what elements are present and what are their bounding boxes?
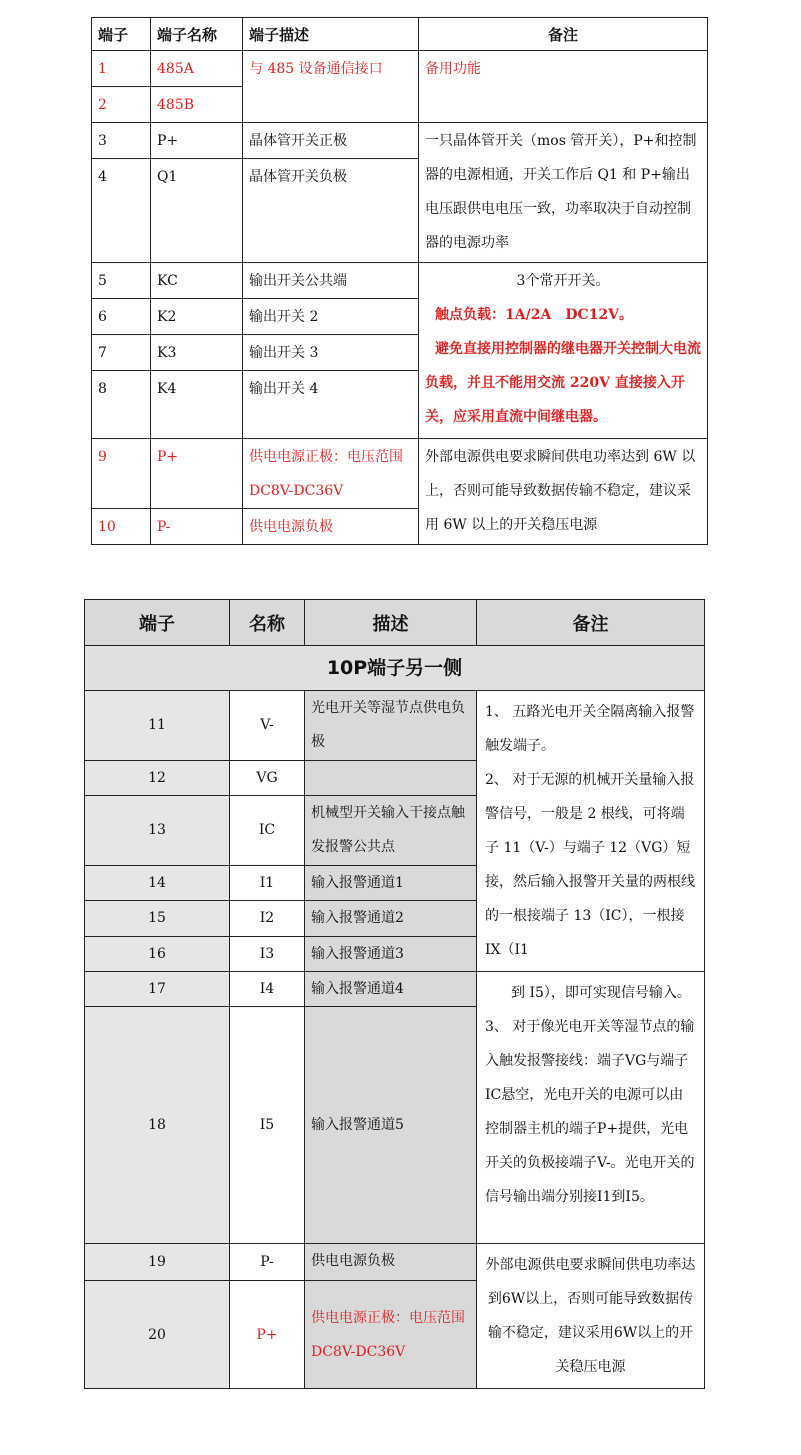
relay-note-line1: 3个常开开关。 — [516, 273, 610, 289]
terminal-name: Q1 — [151, 159, 243, 263]
section-title: 10P端子另一侧 — [85, 646, 705, 691]
terminal-desc: 输出开关 3 — [243, 335, 419, 371]
terminal-name: I5 — [230, 1007, 305, 1244]
terminal-no: 3 — [92, 123, 151, 159]
terminal-desc: 与 485 设备通信接口 — [243, 51, 419, 123]
note-item-2-cont: 到 I5），即可实现信号输入。 — [511, 985, 691, 1001]
terminal-no: 15 — [85, 901, 230, 936]
terminal-no: 5 — [92, 263, 151, 299]
terminal-desc: 供电电源正极：电压范围 DC8V-DC36V — [243, 439, 419, 509]
terminal-name: I3 — [230, 936, 305, 971]
terminal-name: VG — [230, 760, 305, 795]
terminal-name: 485A — [151, 51, 243, 87]
terminal-no: 10 — [92, 509, 151, 545]
terminal-name: P- — [151, 509, 243, 545]
terminal-desc: 供电电源负极 — [305, 1244, 477, 1281]
header-note: 备注 — [419, 18, 708, 51]
terminal-no: 4 — [92, 159, 151, 263]
terminal-desc: 光电开关等湿节点供电负极 — [305, 691, 477, 761]
terminal-desc: 输入报警通道2 — [305, 901, 477, 936]
terminal-no: 16 — [85, 936, 230, 971]
note-item-1: 1、 五路光电开关全隔离输入报警触发端子。 — [485, 704, 695, 754]
table-header-row — [92, 18, 708, 51]
terminal-name: IC — [230, 796, 305, 866]
power-note: 外部电源供电要求瞬间供电功率达到 6W 以上，否则可能导致数据传输不稳定，建议采用 6W 以上的开关稳压电源 — [419, 439, 708, 545]
table-row — [85, 691, 705, 761]
table-header-row — [85, 600, 705, 646]
relay-note — [419, 263, 708, 439]
table-row — [92, 123, 708, 159]
terminal-desc: 输入报警通道4 — [305, 972, 477, 1007]
terminal-name: I2 — [230, 901, 305, 936]
terminal-desc: 输出开关公共端 — [243, 263, 419, 299]
terminal-no: 13 — [85, 796, 230, 866]
terminal-no: 17 — [85, 972, 230, 1007]
terminal-name: I1 — [230, 865, 305, 900]
terminal-name: KC — [151, 263, 243, 299]
terminal-no: 14 — [85, 865, 230, 900]
table-row — [92, 439, 708, 509]
power-note: 外部电源供电要求瞬间供电功率达到6W以上，否则可能导致数据传输不稳定，建议采用6W以上的开关稳压电源 — [477, 1244, 705, 1389]
terminal-desc: 输入报警通道1 — [305, 865, 477, 900]
terminal-name: I4 — [230, 972, 305, 1007]
terminal-no: 12 — [85, 760, 230, 795]
terminal-note: 一只晶体管开关（mos 管开关），P+和控制器的电源相通，开关工作后 Q1 和 P+输出电压跟供电电压一致，功率取决于自动控制器的电源功率 — [419, 123, 708, 263]
header-name: 名称 — [230, 600, 305, 646]
terminal-no: 2 — [92, 87, 151, 123]
header-terminal-desc: 端子描述 — [243, 18, 419, 51]
terminal-no: 9 — [92, 439, 151, 509]
terminal-no: 19 — [85, 1244, 230, 1281]
terminal-no: 1 — [92, 51, 151, 87]
terminal-desc: 供电电源负极 — [243, 509, 419, 545]
header-desc: 描述 — [305, 600, 477, 646]
terminal-desc: 输入报警通道3 — [305, 936, 477, 971]
terminal-no: 7 — [92, 335, 151, 371]
terminal-table-1 — [91, 17, 708, 545]
terminal-desc: 输出开关 2 — [243, 299, 419, 335]
terminal-desc — [305, 760, 477, 795]
table-row — [85, 1244, 705, 1281]
header-terminal-name: 端子名称 — [151, 18, 243, 51]
terminal-name: 485B — [151, 87, 243, 123]
note-item-2: 2、 对于无源的机械开关量输入报警信号，一般是 2 根线，可将端子 11（V-）与端子 12（VG）短接，然后输入报警开关量的两根线的一根接端子 13（IC），一根接 IX（I1 — [485, 772, 695, 958]
relay-note-line3: 避免直接用控制器的继电器开关控制大电流负载，并且不能用交流 220V 直接接入开关，应采用直流中间继电器。 — [425, 341, 701, 425]
terminal-name: P- — [230, 1244, 305, 1281]
terminal-desc: 晶体管开关负极 — [243, 159, 419, 263]
terminal-name: P+ — [151, 123, 243, 159]
terminal-desc: 机械型开关输入干接点触发报警公共点 — [305, 796, 477, 866]
input-note-b — [477, 972, 705, 1244]
section-row — [85, 646, 705, 691]
header-terminal: 端子 — [92, 18, 151, 51]
table-row — [92, 51, 708, 87]
table-row — [92, 263, 708, 299]
terminal-no: 11 — [85, 691, 230, 761]
relay-note-line2: 触点负载：1A/2A DC12V。 — [435, 307, 633, 323]
terminal-no: 6 — [92, 299, 151, 335]
terminal-name: P+ — [230, 1281, 305, 1389]
terminal-name: K4 — [151, 371, 243, 439]
table-row — [85, 972, 705, 1007]
terminal-desc: 供电电源正极：电压范围DC8V-DC36V — [305, 1281, 477, 1389]
terminal-no: 8 — [92, 371, 151, 439]
header-note: 备注 — [477, 600, 705, 646]
terminal-table-2 — [84, 599, 705, 1389]
terminal-name: K3 — [151, 335, 243, 371]
terminal-name: K2 — [151, 299, 243, 335]
note-item-3: 3、 对于像光电开关等湿节点的输入触发报警接线：端子VG与端子IC悬空，光电开关的电源可以由控制器主机的端子P+提供，光电开关的负极接端子V-。光电开关的信号输出端分别接I1到I5。 — [485, 1019, 695, 1205]
terminal-no: 18 — [85, 1007, 230, 1244]
terminal-desc: 输出开关 4 — [243, 371, 419, 439]
terminal-desc: 晶体管开关正极 — [243, 123, 419, 159]
header-terminal: 端子 — [85, 600, 230, 646]
terminal-name: V- — [230, 691, 305, 761]
terminal-note: 备用功能 — [419, 51, 708, 123]
terminal-no: 20 — [85, 1281, 230, 1389]
terminal-desc: 输入报警通道5 — [305, 1007, 477, 1244]
terminal-name: P+ — [151, 439, 243, 509]
input-note-a — [477, 691, 705, 972]
